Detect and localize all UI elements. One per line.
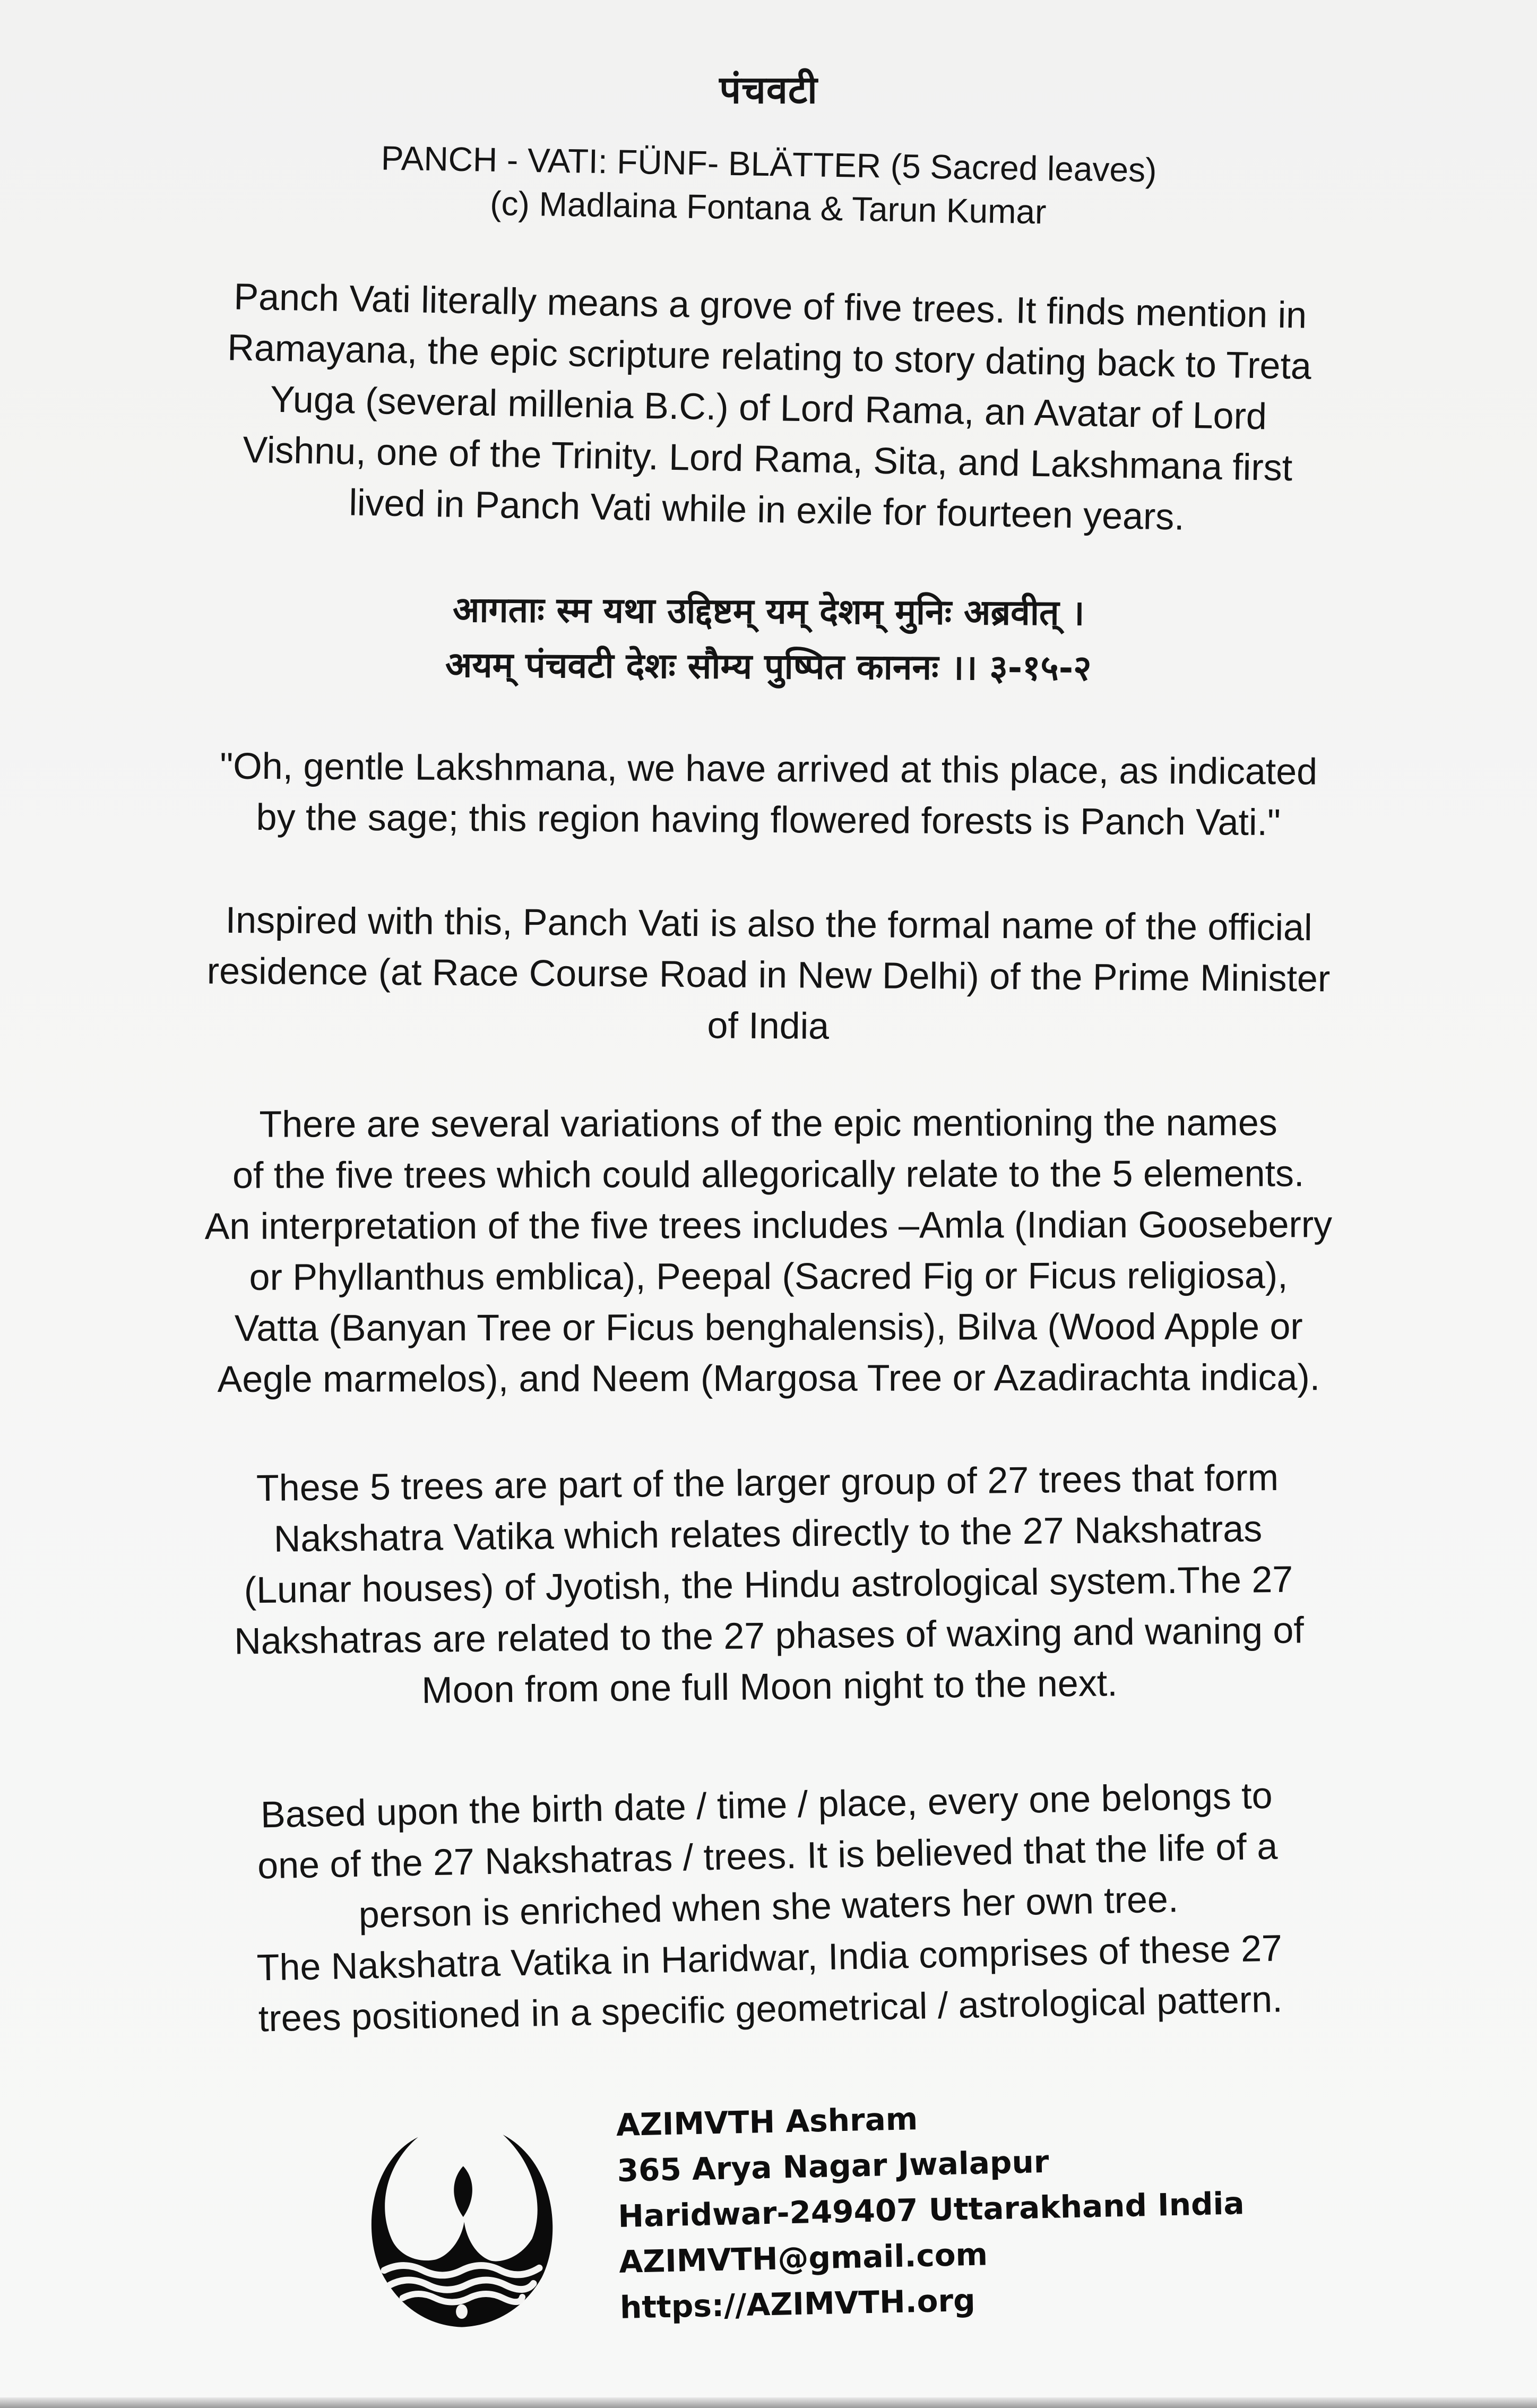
ashram-name: AZIMVTH Ashram bbox=[616, 2101, 918, 2143]
city-postal: Haridwar-249407 Uttarakhand India bbox=[617, 2185, 1245, 2234]
azimvth-logo-icon bbox=[350, 2113, 573, 2336]
text-line: of India bbox=[707, 1004, 830, 1047]
devanagari-title: पंचवटी bbox=[719, 67, 818, 112]
text-line: An interpretation of the five trees includes –Amla (Indian Gooseberry bbox=[204, 1203, 1333, 1247]
text-line: Yuga (several millenia B.C.) of Lord Rama, an Avatar of Lord bbox=[270, 378, 1267, 437]
sanskrit-shloka bbox=[0, 580, 1537, 698]
text-line: The Nakshatra Vatika in Haridwar, India comprises of these 27 bbox=[256, 1927, 1283, 1989]
paragraph-residence bbox=[0, 893, 1537, 1056]
text-line: person is enriched when she waters her own tree. bbox=[358, 1878, 1179, 1936]
text-line: Inspired with this, Panch Vati is also the formal name of the official bbox=[225, 899, 1313, 949]
text-line: Vishnu, one of the Trinity. Lord Rama, Sita, and Lakshmana first bbox=[242, 428, 1293, 489]
text-line: (Lunar houses) of Jyotish, the Hindu astrological system.The 27 bbox=[244, 1558, 1293, 1611]
text-line: residence (at Race Course Road in New Delhi) of the Prime Minister bbox=[206, 950, 1331, 1000]
shloka-line: आगताः स्म यथा उद्दिष्टम् यम् देशम् मुनिः अब्रवीत् । bbox=[452, 589, 1085, 634]
paragraph-nakshatra bbox=[0, 1449, 1537, 1720]
paragraph-birth bbox=[0, 1765, 1537, 2049]
text-line: of the five trees which could allegorically relate to the 5 elements. bbox=[232, 1153, 1305, 1196]
website-url: https://AZIMVTH.org bbox=[619, 2282, 976, 2326]
text-line: Vatta (Banyan Tree or Ficus benghalensis), Bilva (Wood Apple or bbox=[234, 1305, 1303, 1349]
text-line: There are several variations of the epic mentioning the names bbox=[259, 1102, 1277, 1145]
text-line: Nakshatras are related to the 27 phases of waxing and waning of bbox=[234, 1609, 1305, 1662]
heading-title: PANCH - VATI: FÜNF- BLÄTTER (5 Sacred leaves) bbox=[381, 139, 1157, 190]
footer-contact bbox=[350, 2081, 1412, 2325]
email-address: AZIMVTH@gmail.com bbox=[618, 2236, 988, 2280]
text-line: or Phyllanthus emblica), Peepal (Sacred Fig or Ficus religiosa), bbox=[249, 1254, 1288, 1298]
text-line: trees positioned in a specific geometrical / astrological pattern. bbox=[258, 1978, 1283, 2040]
text-line: one of the 27 Nakshatras / trees. It is believed that the life of a bbox=[257, 1825, 1278, 1887]
text-line: Panch Vati literally means a grove of five trees. It finds mention in bbox=[233, 276, 1307, 336]
text-line: Based upon the birth date / time / place, every one belongs to bbox=[260, 1774, 1273, 1836]
text-line: Moon from one full Moon night to the next. bbox=[421, 1662, 1118, 1711]
heading-copyright: (c) Madlaina Fontana & Tarun Kumar bbox=[489, 184, 1047, 231]
text-line: These 5 trees are part of the larger group of 27 trees that form bbox=[256, 1456, 1279, 1509]
paper-bottom-edge bbox=[0, 2397, 1537, 2408]
text-line: Aegle marmelos), and Neem (Margosa Tree or Azadirachta indica). bbox=[217, 1356, 1320, 1400]
text-line: lived in Panch Vati while in exile for fourteen years. bbox=[348, 481, 1185, 538]
text-line: by the sage; this region having flowered forests is Panch Vati." bbox=[256, 796, 1281, 844]
paragraph-intro bbox=[0, 267, 1537, 548]
text-line: "Oh, gentle Lakshmana, we have arrived at this place, as indicated bbox=[220, 745, 1318, 793]
text-line: Ramayana, the epic scripture relating to story dating back to Treta bbox=[227, 326, 1312, 387]
shloka-line: अयम् पंचवटी देशः सौम्य पुष्पित काननः ।। ३-१५-२ bbox=[445, 644, 1092, 689]
text-line: Nakshatra Vatika which relates directly to the 27 Nakshatras bbox=[273, 1508, 1263, 1560]
paragraph-five-trees bbox=[0, 1096, 1537, 1405]
paragraph-translation bbox=[0, 739, 1537, 849]
street-address: 365 Arya Nagar Jwalapur bbox=[616, 2143, 1050, 2189]
card-heading bbox=[0, 130, 1537, 241]
address-block bbox=[616, 2089, 1247, 2330]
